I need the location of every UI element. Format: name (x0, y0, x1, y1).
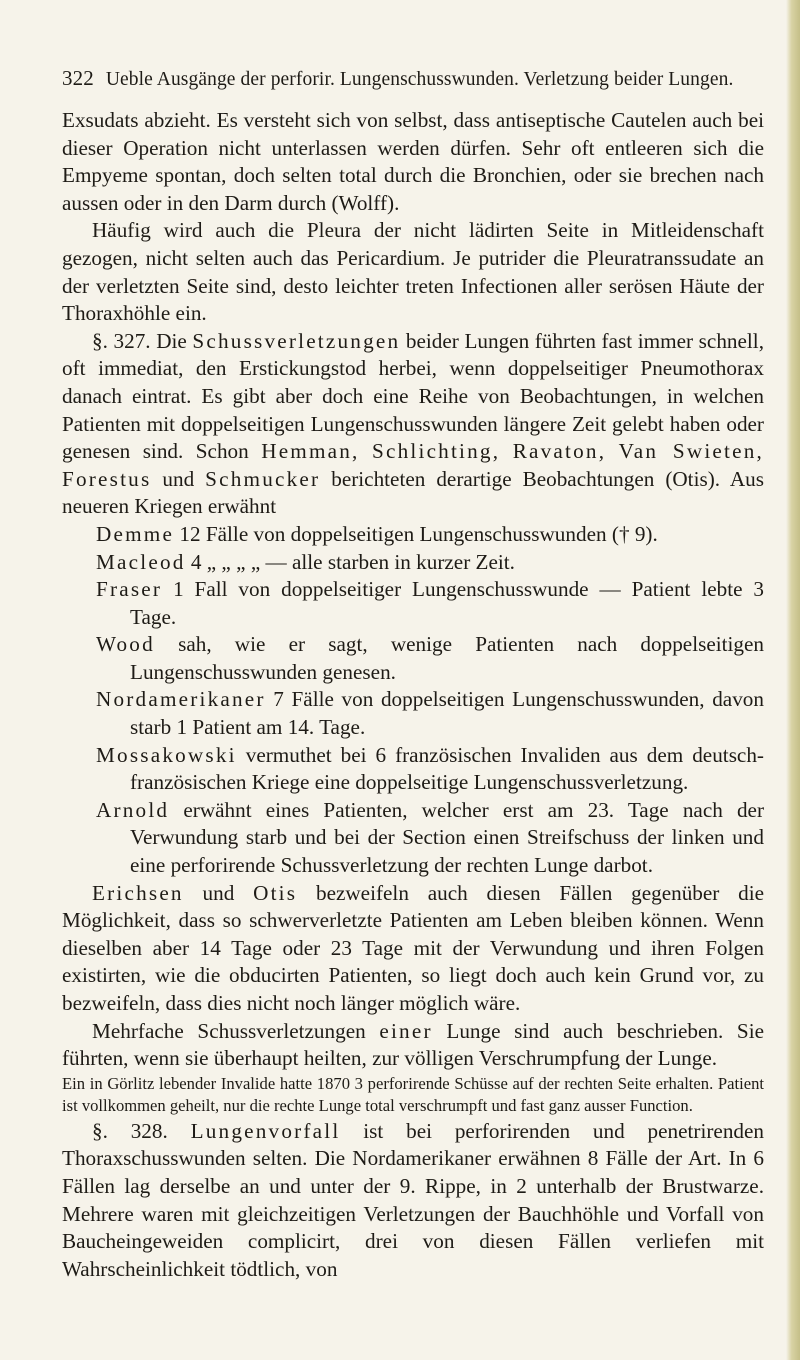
case-author: Nordamerikaner (96, 687, 266, 712)
author-name: Hemman, (261, 439, 360, 464)
author-name: Schmucker (205, 466, 321, 491)
section-328: §. 328. Lungenvorfall ist bei perforirenden und penetrirenden Thoraxschusswunden selten. Die Nordamerikaner erwähnen 8 Fälle der Art. In 6 Fällen lag derselbe an und unter der 9. Rippe, in 2 unterhalb der Brustwarze. Mehrere waren mit gleichzeitigen Verletzungen der Bauchhöhle und Vorfall von Baucheingeweiden complicirt, drei von diesen Fällen verliefen mit Wahrscheinlichkeit tödtlich, von (62, 1118, 765, 1281)
case-text: 1 Fall von doppelseitiger Lungenschusswunde — Patient lebte 3 Tage. (130, 577, 764, 629)
book-page (62, 66, 764, 1283)
author-name: Erichsen (92, 880, 184, 905)
case-author: Macleod (96, 549, 186, 574)
case-item (96, 549, 764, 577)
case-item (96, 742, 764, 797)
author-name: Forestus (62, 466, 152, 491)
running-title: Ueble Ausgänge der perforir. Lungenschusswunden. Verletzung beider Lungen. (105, 69, 734, 90)
paragraph-exsudats: Exsudats abzieht. Es versteht sich von selbst, dass antiseptische Cautelen auch bei dieser Operation nicht unterlassen werden dürfen. Sehr oft entleeren sich die Empyeme spontan, doch selten total durch die Bronchien, oder sie brechen nach aussen oder in den Darm durch (Wolff). (62, 108, 764, 215)
paragraph-pleura: Häufig wird auch die Pleura der nicht lädirten Seite in Mitleidenschaft gezogen, nicht selten auch das Pericardium. Je putrider die Pleuratranssudate an der verletzten Seite sind, desto leichter treten Infectionen aller serösen Häute der Thoraxhöhle ein. (62, 218, 764, 326)
case-item (96, 686, 764, 741)
paragraph-mehrfache: Mehrfache Schussverletzungen einer Lunge sind auch beschrieben. Sie führten, wenn sie überhaupt heilten, zur völligen Verschrumpfung der Lunge. (62, 1018, 764, 1071)
case-text: sah, wie er sagt, wenige Patienten nach doppelseitigen Lungenschusswunden genesen. (130, 632, 764, 684)
case-author: Mossakowski (96, 742, 237, 767)
small-print-note: Ein in Görlitz lebender Invalide hatte 1870 3 perforirende Schüsse auf der rechten Seite erhalten. Patient ist vollkommen geheilt, nur die rechte Lunge total verschrumpft und fast ganz ausser Function. (62, 1073, 764, 1116)
author-name: Van Swieten, (618, 439, 765, 464)
case-author: Fraser (96, 577, 163, 602)
author-name: Otis (253, 880, 298, 905)
case-item (96, 576, 764, 631)
paragraph-erichsen: Erichsen und Otis bezweifeln auch diesen Fällen gegenüber die Möglichkeit, dass so schwerverletzte Patienten am Leben bleiben können. Wenn dieselben aber 14 Tage oder 23 Tage mit der Verwundung und ihren Folgen existirten, wie die obducirten Patienten, so liegt doch auch kein Grund vor, zu bezweifeln, dass dies nicht noch länger möglich wäre. (62, 880, 765, 1015)
page-number: 322 (62, 66, 94, 90)
case-author: Arnold (96, 797, 170, 822)
section-327-term: Schussverletzungen (192, 328, 401, 353)
emphasis-term: einer (379, 1018, 433, 1043)
case-author: Wood (96, 632, 155, 657)
case-text: 7 Fälle von doppelseitigen Lungenschusswunden, davon starb 1 Patient am 14. Tage. (130, 687, 764, 740)
page-edge (786, 0, 800, 1360)
case-text: 4 „ „ „ „ — alle starben in kurzer Zeit. (190, 549, 515, 574)
case-text: erwähnt eines Patienten, welcher erst am 23. Tage nach der Verwundung starb und bei der Section einen Streifschuss der linken und eine perforirende Schussverletzung der rechten Lunge darbot. (130, 797, 765, 878)
case-item (96, 631, 764, 686)
section-327: §. 327. Die Schussverletzungen beider Lungen führten fast immer schnell, oft immediat, den Erstickungstod herbei, wenn doppelseitiger Pneumothorax danach eintrat. Es gibt aber doch eine Reihe von Beobachtungen, in welchen Patienten mit doppelseitigen Lungenschusswunden längere Zeit gelebt haben oder genesen sind. Schon Hemman, Schlichting, Ravaton, Van Swieten, Forestus und Schmucker berichteten derartige Beobachtungen (Otis). Aus neueren Kriegen erwähnt (62, 328, 765, 519)
author-name: Schlichting, (372, 439, 501, 464)
case-item (96, 797, 764, 880)
author-name: Ravaton, (512, 439, 607, 464)
section-328-term: Lungenvorfall (190, 1118, 341, 1143)
case-author: Demme (96, 521, 175, 546)
case-text: 12 Fälle von doppelseitigen Lungenschusswunden († 9). (179, 521, 658, 546)
body-text (62, 107, 764, 1283)
case-text: vermuthet bei 6 französischen Invaliden aus dem deutsch-französischen Kriege eine doppelseitige Lungenschussverletzung. (130, 742, 764, 795)
case-item (96, 521, 764, 549)
running-head (62, 66, 764, 91)
